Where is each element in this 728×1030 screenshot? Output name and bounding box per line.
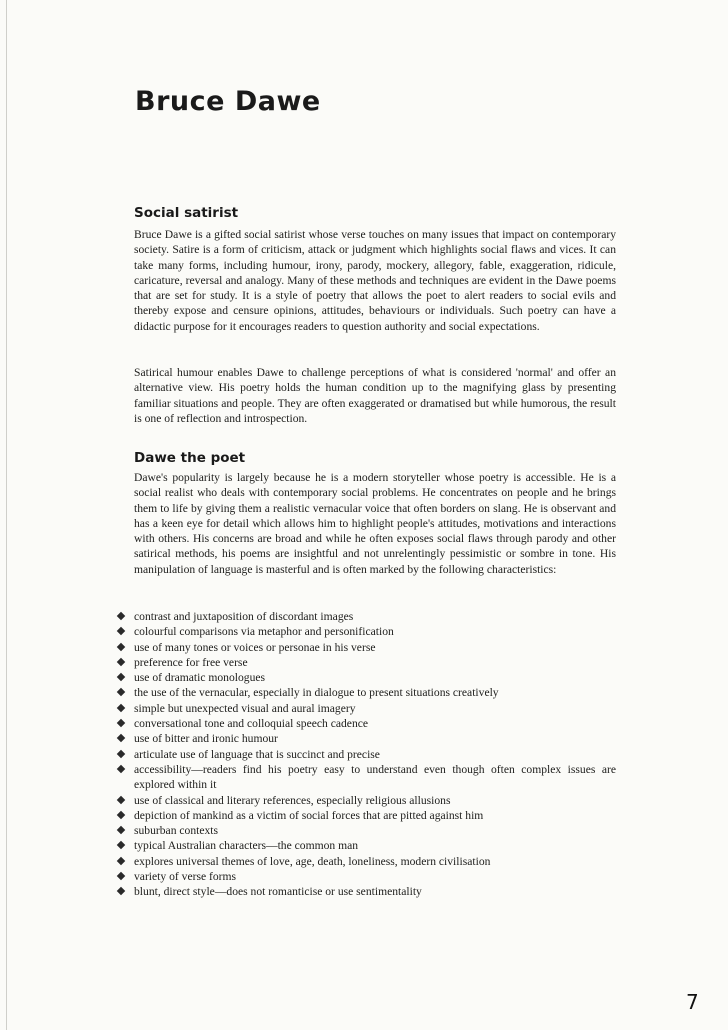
list-item — [116, 655, 616, 670]
list-item-text: articulate use of language that is succinct and precise — [134, 747, 380, 761]
page-title: Bruce Dawe — [135, 86, 321, 117]
diamond-bullet-icon — [117, 688, 125, 696]
list-item — [116, 762, 616, 793]
diamond-bullet-icon — [117, 612, 125, 620]
list-item — [116, 793, 616, 808]
list-item-text: accessibility—readers find his poetry easy to understand even though often complex issues are explored within it — [134, 762, 616, 792]
diamond-bullet-icon — [117, 826, 125, 834]
list-item-text: use of many tones or voices or personae in his verse — [134, 640, 376, 654]
list-item-text: conversational tone and colloquial speech cadence — [134, 717, 369, 731]
list-item-text: blunt, direct style—does not romanticise or use sentimentality — [134, 885, 422, 899]
list-item-text: the use of the vernacular, especially in dialogue to present situations creatively — [134, 686, 499, 700]
page-edge-line — [6, 0, 7, 1030]
list-item — [116, 609, 616, 624]
page-number: 7 — [686, 990, 699, 1014]
list-item — [116, 884, 616, 899]
list-item — [116, 640, 616, 655]
list-item-text: typical Australian characters—the common man — [134, 839, 359, 853]
diamond-bullet-icon — [117, 627, 125, 635]
diamond-bullet-icon — [117, 658, 125, 666]
diamond-bullet-icon — [117, 857, 125, 865]
diamond-bullet-icon — [117, 704, 125, 712]
diamond-bullet-icon — [117, 765, 125, 773]
paragraph-satire-definition: Bruce Dawe is a gifted social satirist whose verse touches on many issues that impact on contemporary society. Satire is a form of criticism, attack or judgment which highlights social flaws and vices. It can take many forms, including humour, irony, parody, mockery, allegory, fable, exaggeration, ridicule, caricature, reversal and analogy. Many of these methods and techniques are evident in the Dawe poems that are set for study. It is a style of poetry that allows the poet to alert readers to social evils and thereby expose and censure opinions, attitudes, behaviours or individuals. Such poetry can have a didactic purpose for it encourages readers to question authority and social expectations. — [134, 228, 616, 333]
list-item — [116, 823, 616, 838]
list-item — [116, 670, 616, 685]
list-item — [116, 869, 616, 884]
list-item — [116, 716, 616, 731]
diamond-bullet-icon — [117, 719, 125, 727]
list-item-text: use of bitter and ironic humour — [134, 732, 278, 746]
list-item-text: variety of verse forms — [134, 870, 237, 884]
list-item-text: use of classical and literary references, especially religious allusions — [134, 793, 451, 807]
list-item-text: suburban contexts — [134, 824, 219, 838]
diamond-bullet-icon — [117, 872, 125, 880]
list-item — [116, 701, 616, 716]
characteristics-list — [116, 609, 616, 900]
list-item — [116, 747, 616, 762]
list-item — [116, 731, 616, 746]
diamond-bullet-icon — [117, 795, 125, 803]
diamond-bullet-icon — [117, 642, 125, 650]
list-item-text: explores universal themes of love, age, death, loneliness, modern civilisation — [134, 854, 491, 868]
list-item — [116, 808, 616, 823]
diamond-bullet-icon — [117, 734, 125, 742]
list-item — [116, 838, 616, 853]
paragraph-satirical-humour: Satirical humour enables Dawe to challenge perceptions of what is considered 'normal' and offer an alternative view. His poetry holds the human condition up to the magnifying glass by presenting familiar situations and people. They are often exaggerated or dramatised but while humorous, the result is one of reflection and introspection. — [134, 366, 616, 425]
list-item-text: simple but unexpected visual and aural imagery — [134, 701, 356, 715]
list-item-text: contrast and juxtaposition of discordant images — [134, 610, 354, 623]
list-item-text: preference for free verse — [134, 655, 248, 669]
list-item — [116, 854, 616, 869]
list-item — [116, 624, 616, 639]
list-item-text: depiction of mankind as a victim of social forces that are pitted against him — [134, 808, 484, 822]
paragraph-dawe-popularity: Dawe's popularity is largely because he is a modern storyteller whose poetry is accessible. He is a social realist who deals with contemporary social problems. He concentrates on people and he brings them to life by giving them a realistic vernacular voice that often borders on slang. He is observant and has a keen eye for detail which allows him to highlight people's attitudes, motivations and interactions with others. His concerns are broad and while he often exposes social flaws through parody and other satirical methods, his poems are insightful and not unrelentingly pessimistic or sombre in tone. His manipulation of language is masterful and is often marked by the following characteristics: — [134, 471, 616, 576]
diamond-bullet-icon — [117, 749, 125, 757]
diamond-bullet-icon — [117, 841, 125, 849]
list-item-text: use of dramatic monologues — [134, 671, 266, 685]
section-heading-dawe-the-poet: Dawe the poet — [134, 450, 246, 466]
diamond-bullet-icon — [117, 887, 125, 895]
list-item-text: colourful comparisons via metaphor and personification — [134, 625, 394, 639]
diamond-bullet-icon — [117, 811, 125, 819]
section-heading-social-satirist: Social satirist — [134, 205, 239, 221]
list-item — [116, 685, 616, 700]
diamond-bullet-icon — [117, 673, 125, 681]
